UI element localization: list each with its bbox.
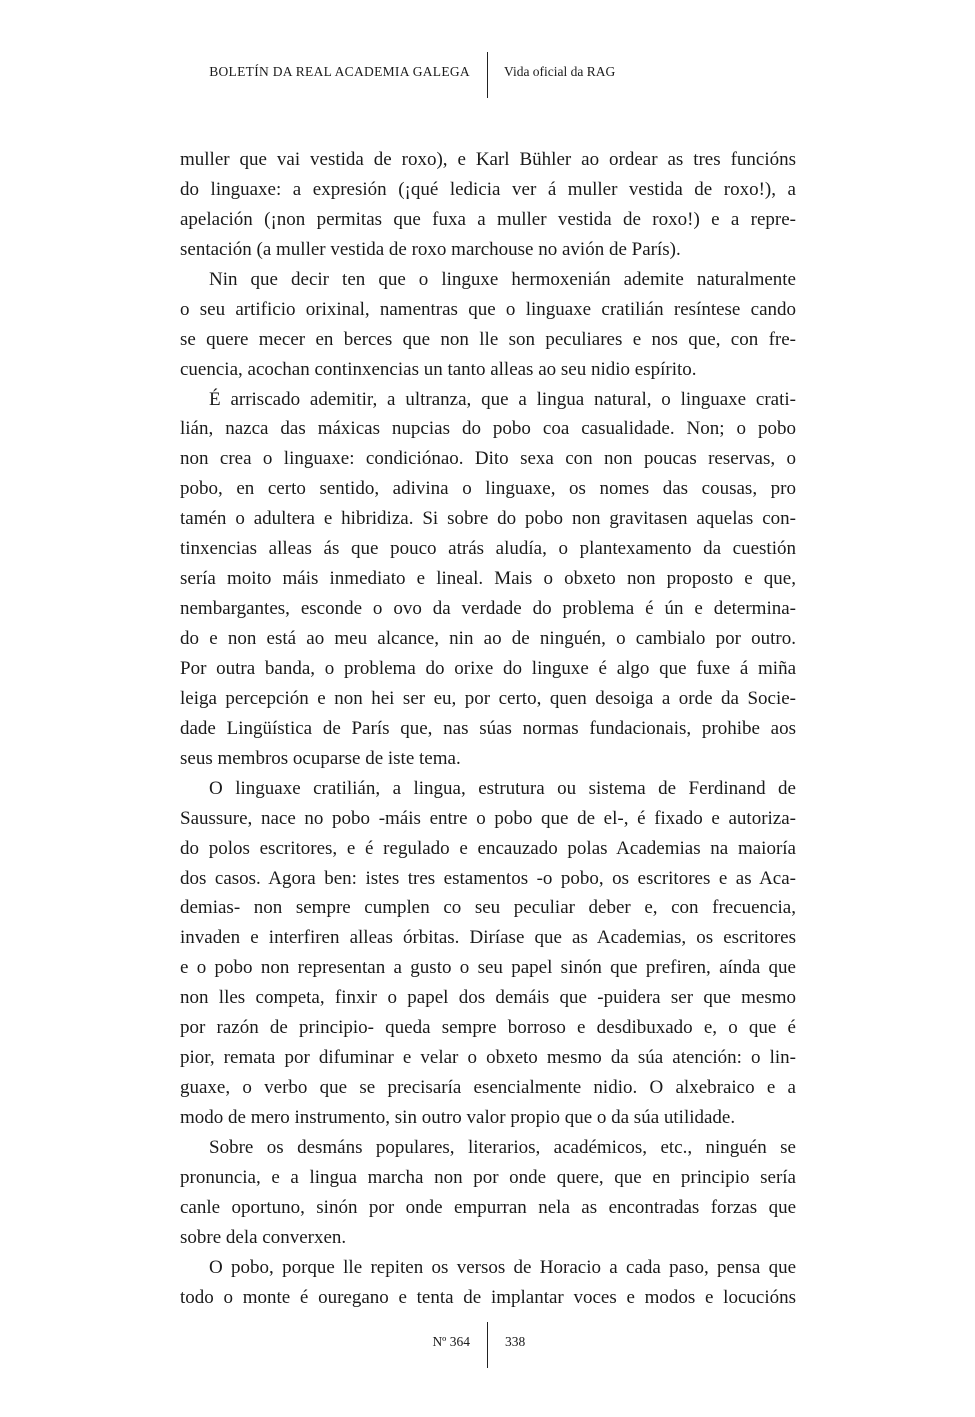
page-number: 338 (505, 1334, 526, 1349)
text-line: non crea o linguaxe: condiciónao. Dito sexa con non poucas reservas, o (180, 448, 796, 470)
text-line: dade Lingüística de París que, nas súas normas fundacionais, prohibe aos (180, 717, 796, 739)
text-line: pobo, en certo sentido, adivina o linguaxe, os nomes das cousas, pro (180, 478, 796, 500)
text-line: o seu artificio orixinal, namentras que o linguaxe cratilián resíntese cando (180, 298, 796, 320)
text-line: do linguaxe: a expresión (¡qué ledicia ver á muller vestida de roxo!), a (180, 178, 796, 200)
text-line: sobre dela converxen. (180, 1226, 347, 1248)
text-line: tinxencias alleas ás que pouco atrás aludía, o plantexamento da cuestión (180, 538, 796, 560)
text-line: por razón de principio- queda sempre borroso e desdibuxado e, o que é (180, 1017, 796, 1039)
text-line: leiga percepción e non hei ser eu, por certo, quen desoiga a orde da Socie- (180, 687, 796, 709)
text-line: lián, nazca das máxicas nupcias do pobo coa casualidade. Non; o pobo (180, 418, 796, 440)
footer-divider (487, 1322, 488, 1368)
text-line: Por outra banda, o problema do orixe do linguxe é algo que fuxe á miña (180, 657, 796, 679)
paragraph (180, 1253, 796, 1313)
text-line: invaden e interfiren alleas órbitas. Diríase que as Academias, os escritores (180, 927, 796, 949)
body-text (180, 145, 796, 1313)
text-line: modo de mero instrumento, sin outro valor propio que o da súa utilidade. (180, 1107, 736, 1128)
text-line: sería moito máis inmediato e lineal. Mais o obxeto non proposto e que, (180, 568, 796, 590)
text-line: nembargantes, esconde o ovo da verdade do problema é ún e determina- (180, 598, 796, 620)
issue-number: Nº 364 (432, 1334, 470, 1349)
text-line: e o pobo non representan a gusto o seu papel sinón que prefiren, aínda que (180, 957, 796, 979)
text-line: Nin que decir ten que o linguxe hermoxenián ademite naturalmente (209, 268, 796, 290)
running-footer (0, 1322, 975, 1368)
paragraph (180, 265, 796, 385)
text-line: muller que vai vestida de roxo), e Karl Bühler ao ordear as tres funcións (180, 149, 796, 170)
text-line: pior, remata por difuminar e velar o obxeto mesmo da súa atención: o lin- (180, 1047, 796, 1069)
header-divider (487, 52, 488, 98)
text-line: seus membros ocuparse de iste tema. (180, 747, 461, 769)
text-line: sentación (a muller vestida de roxo marchouse no avión de París). (180, 238, 681, 260)
text-line: tamén o adultera e hibridiza. Si sobre do pobo non gravitasen aquelas con- (180, 508, 796, 530)
text-line: canle oportuno, sinón por onde empurran nela as encontradas forzas que (180, 1196, 796, 1218)
text-line: todo o monte é ouregano e tenta de implantar voces e modos e locucións (180, 1286, 796, 1308)
text-line: demias- non sempre cumplen co seu peculiar deber e, con frecuencia, (180, 897, 796, 919)
paragraph (180, 1133, 796, 1253)
text-line: dos casos. Agora ben: istes tres estamentos -o pobo, os escritores e as Aca- (180, 867, 796, 889)
section-title: Vida oficial da RAG (504, 64, 616, 79)
text-line: É arriscado ademitir, a ultranza, que a lingua natural, o linguaxe crati- (209, 388, 796, 410)
text-line: do e non está ao meu alcance, nin ao de ninguén, o cambialo por outro. (180, 628, 796, 649)
text-line: guaxe, o verbo que se precisaría esencialmente nidio. O alxebraico e a (180, 1077, 796, 1099)
text-line: non lles competa, finxir o papel dos demáis que -puidera ser que mesmo (180, 987, 796, 1009)
paragraph (180, 385, 796, 774)
paragraph (180, 774, 796, 1133)
text-line: O pobo, porque lle repiten os versos de Horacio a cada paso, pensa que (209, 1256, 796, 1278)
text-line: O linguaxe cratilián, a lingua, estrutura ou sistema de Ferdinand de (209, 777, 796, 799)
text-line: cuencia, acochan continxencias un tanto alleas ao seu nidio espírito. (180, 358, 697, 380)
text-line: se quere mecer en berces que non lle son peculiares e nos que, con fre- (180, 328, 796, 350)
journal-title: BOLETÍN DA REAL ACADEMIA GALEGA (209, 64, 470, 79)
text-line: Saussure, nace no pobo -máis entre o pobo que de el-, é fixado e autoriza- (180, 807, 796, 829)
text-line: Sobre os desmáns populares, literarios, académicos, etc., ninguén se (209, 1136, 796, 1158)
text-line: pronuncia, e a lingua marcha non por onde quere, que en principio sería (180, 1166, 796, 1188)
running-header (0, 52, 975, 98)
text-line: apelación (¡non permitas que fuxa a muller vestida de roxo!) e a repre- (180, 208, 796, 230)
text-line: do polos escritores, e é regulado e encauzado polas Academias na maioría (180, 837, 796, 859)
paragraph (180, 145, 796, 265)
